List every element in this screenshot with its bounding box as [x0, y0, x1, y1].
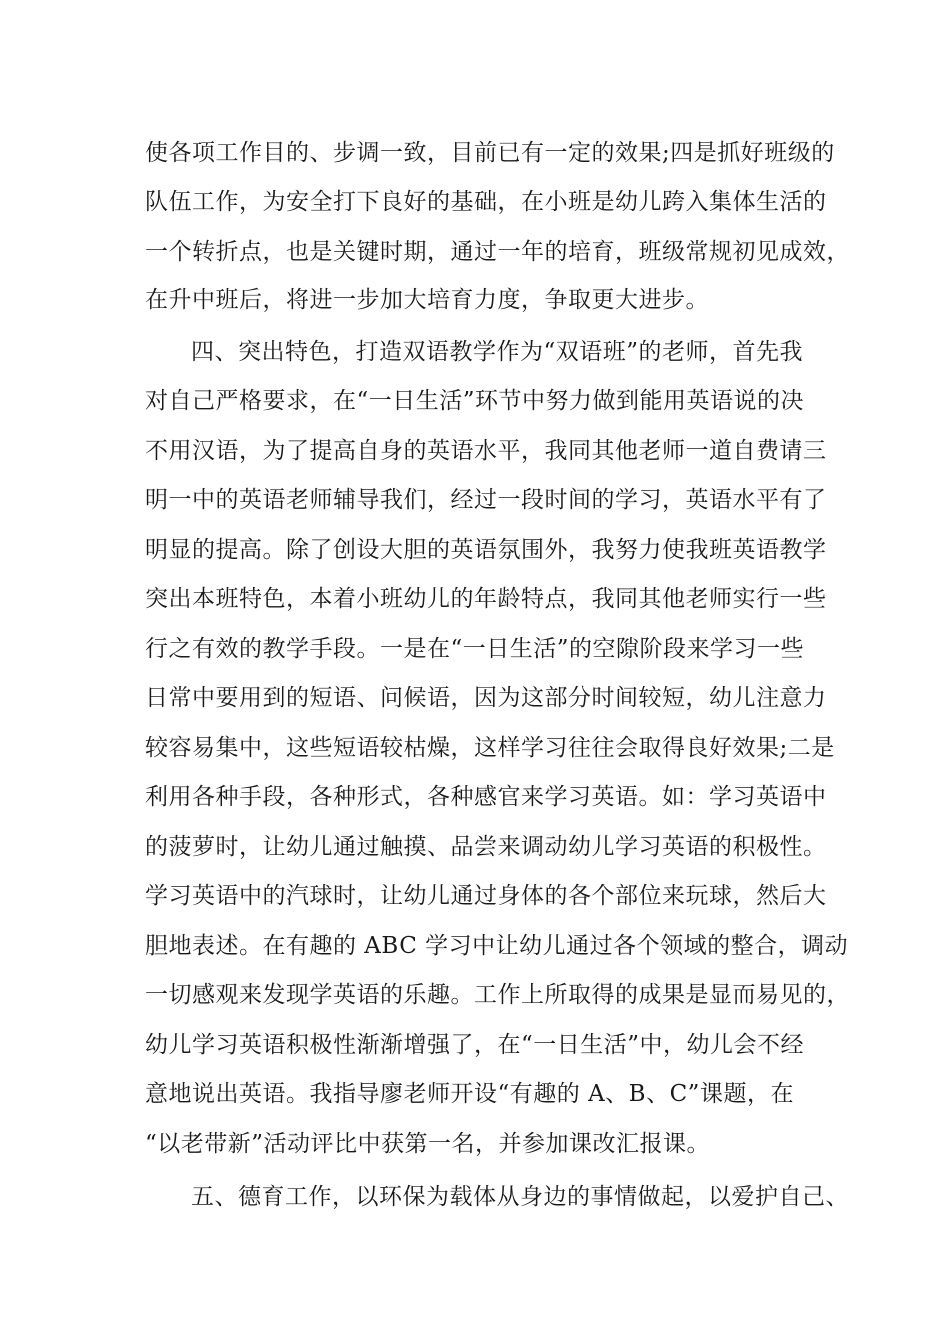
text-line: 学习英语中的汽球时，让幼儿通过身体的各个部位来玩球，然后大	[145, 883, 827, 909]
paragraph-heading-5: 五、德育工作，以环保为载体从身边的事情做起，以爱护自己、	[191, 1184, 849, 1210]
text-line: “以老带新”活动评比中获第一名，并参加课改汇报课。	[145, 1131, 711, 1157]
text-line: 对自己严格要求，在“一日生活”环节中努力做到能用英语说的决	[145, 388, 805, 414]
text-line: 较容易集中，这些短语较枯燥，这样学习往往会取得良好效果;二是	[145, 735, 835, 761]
text-line: 使各项工作目的、步调一致，目前已有一定的效果;四是抓好班级的	[145, 140, 835, 166]
text-line: 队伍工作，为安全打下良好的基础，在小班是幼儿跨入集体生活的	[145, 189, 827, 215]
text-line: 明一中的英语老师辅导我们，经过一段时间的学习，英语水平有了	[145, 487, 827, 513]
text-line: 胆地表述。在有趣的 ABC 学习中让幼儿通过各个领域的整合，调动	[145, 933, 849, 959]
text-line: 意地说出英语。我指导廖老师开设“有趣的 A、B、C”课题，在	[145, 1081, 794, 1107]
text-line: 利用各种手段，各种形式，各种感官来学习英语。如：学习英语中	[145, 784, 827, 810]
paragraph-heading-4: 四、突出特色，打造双语教学作为“双语班”的老师，首先我	[191, 339, 804, 365]
text-line: 的菠萝时，让幼儿通过触摸、品尝来调动幼儿学习英语的积极性。	[145, 834, 827, 860]
text-line: 突出本班特色，本着小班幼儿的年龄特点，我同其他老师实行一些	[145, 586, 827, 612]
text-line: 明显的提高。除了创设大胆的英语氛围外，我努力使我班英语教学	[145, 537, 827, 563]
text-line: 在升中班后，将进一步加大培育力度，争取更大进步。	[145, 287, 709, 313]
text-line: 一个转折点，也是关键时期，通过一年的培育，班级常规初见成效，	[145, 239, 850, 265]
text-line: 行之有效的教学手段。一是在“一日生活”的空隙阶段来学习一些	[145, 636, 805, 662]
text-line: 日常中要用到的短语、问候语，因为这部分时间较短，幼儿注意力	[145, 685, 827, 711]
text-line: 一切感观来发现学英语的乐趣。工作上所取得的成果是显而易见的，	[145, 982, 850, 1008]
text-line: 幼儿学习英语积极性渐渐增强了，在“一日生活”中，幼儿会不经	[145, 1032, 805, 1058]
text-line: 不用汉语，为了提高自身的英语水平，我同其他老师一道自费请三	[145, 438, 827, 464]
